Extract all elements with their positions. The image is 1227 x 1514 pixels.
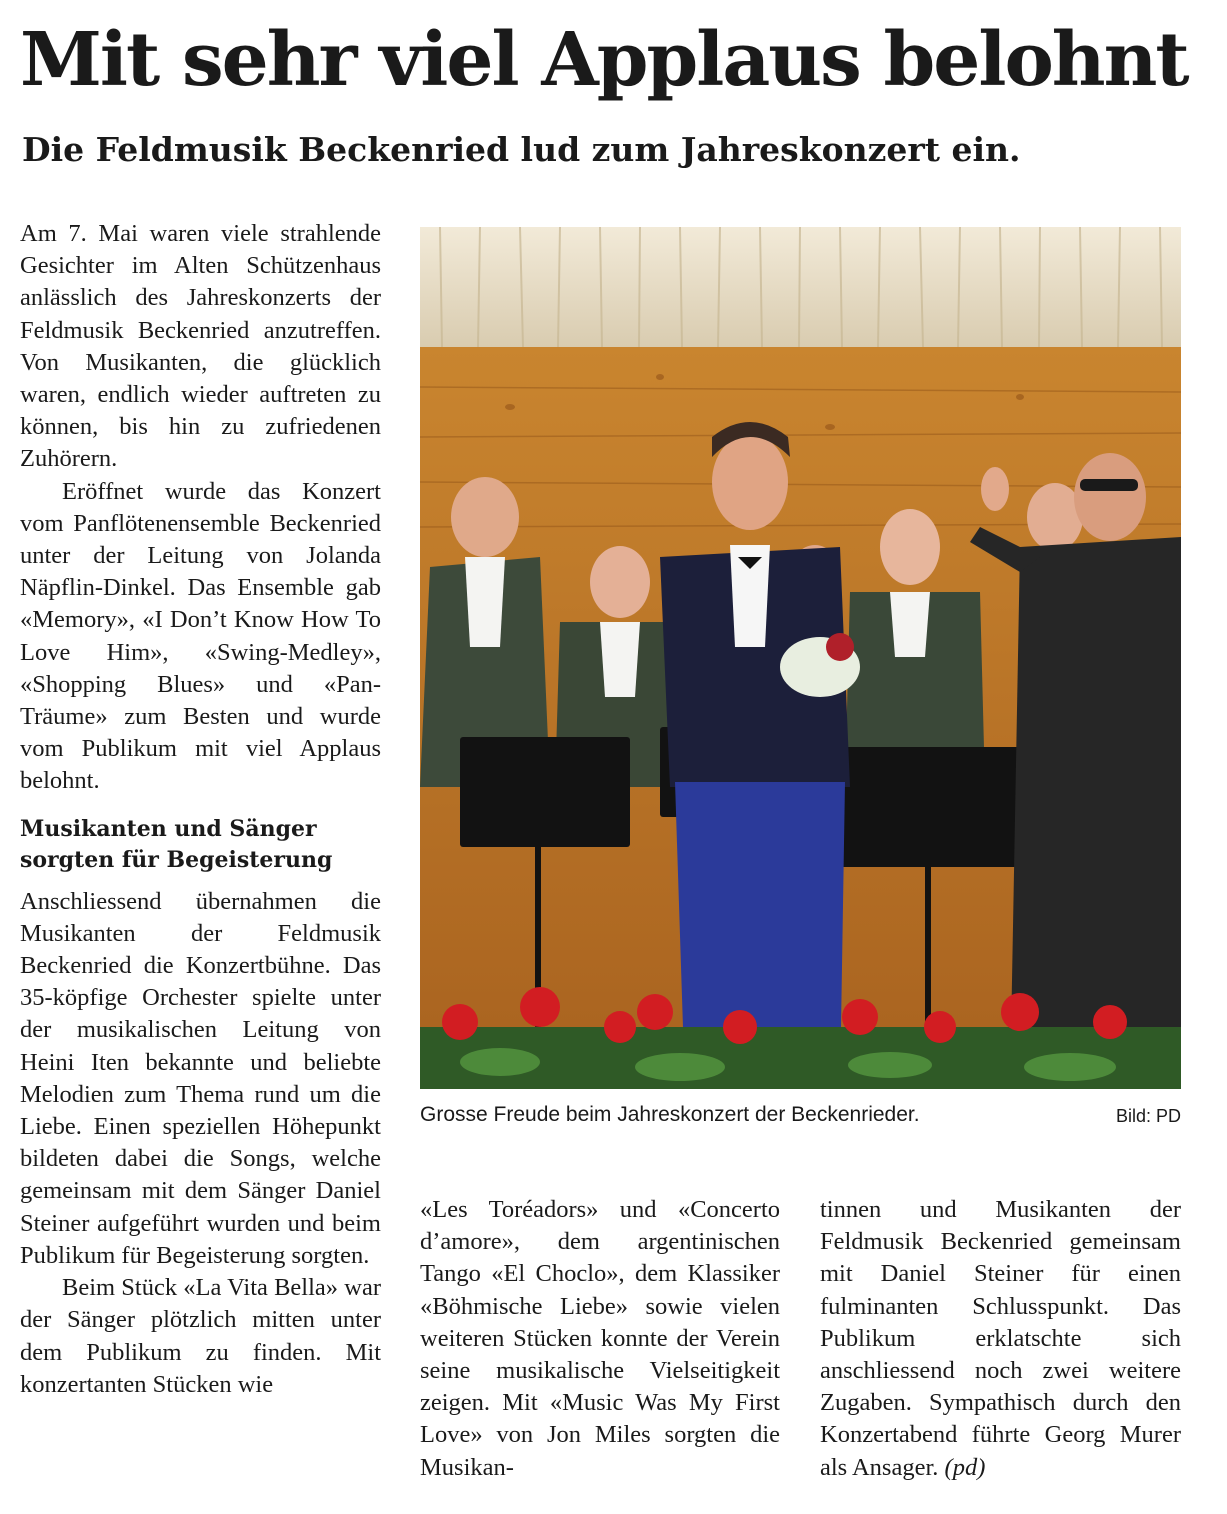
paragraph-intro: Am 7. Mai waren viele strahlende Gesichter im Alten Schützenhaus anlässlich des Jahreskonzerts der Feldmusik Beckenried anzutreffen. Von Musikanten, die glücklich waren, endlich wieder auftreten zu können, bis hin zu zufriedenen Zuhörern.: [20, 220, 381, 473]
paragraph-finale: [820, 1194, 1181, 1484]
paragraph-orchestra: Anschliessend übernahmen die Musikanten der Feldmusik Beckenried die Konzertbühne. Das 35-köpfige Orchester spielte unter der musikalischen Leitung von Heini Iten bekannte und beliebte Melodien zum Thema rund um die Liebe. Einen speziellen Höhepunkt bildeten dabei die Songs, welche gemeinsam mit dem Sänger Daniel Steiner aufgeführt wurden und beim Publikum für Begeisterung sorgten.: [20, 887, 381, 1269]
paragraph-panflute: Eröffnet wurde das Konzert vom Panflötenensemble Beckenried unter der Leitung von Jolanda Näpflin-Dinkel. Das Ensemble gab «Memory», «I Don’t Know How To Love Him», «Swing-Medley», «Shopping Blues» und «Pan-Träume» zum Besten und wurde vom Publikum mit viel Applaus belohnt.: [20, 477, 381, 795]
author-signature: (pd): [944, 1453, 986, 1481]
caption-text: Grosse Freude beim Jahreskonzert der Beckenrieder.: [420, 1103, 920, 1126]
subheadline: Die Feldmusik Beckenried lud zum Jahreskonzert ein.: [22, 130, 1021, 169]
section-subheading: Musikanten und Sänger sorgten für Begeisterung: [20, 815, 333, 873]
concert-photo: [420, 227, 1181, 1089]
paragraph-pieces: «Les Toréadors» und «Concerto d’amore», dem argentinischen Tango «El Choclo», dem Klassiker «Böhmische Liebe» sowie vielen weiteren Stücken konnte der Verein seine musikalische Vielseitigkeit zeigen. Mit «Music Was My First Love» von Jon Miles sorgten die Musikan-: [420, 1196, 780, 1481]
photo-caption: [420, 1100, 1181, 1130]
article-column-2: [420, 1194, 780, 1484]
paragraph-la-vita-bella: Beim Stück «La Vita Bella» war der Sänger plötzlich mitten unter dem Publikum zu finden. Mit konzertanten Stücken wie: [20, 1274, 381, 1398]
finale-text: tinnen und Musikanten der Feldmusik Beckenried gemeinsam mit Daniel Steiner für einen fulminanten Schlusspunkt. Das Publikum erklatschte sich anschliessend noch zwei weitere Zugaben. Sympathisch durch den Konzertabend führte Georg Murer als Ansager.: [820, 1196, 1181, 1481]
article-column-3: [820, 1194, 1181, 1484]
photo-credit: Bild: PD: [1115, 1106, 1181, 1126]
headline: Mit sehr viel Applaus belohnt: [20, 17, 1188, 103]
article-column-1: [20, 218, 381, 1401]
